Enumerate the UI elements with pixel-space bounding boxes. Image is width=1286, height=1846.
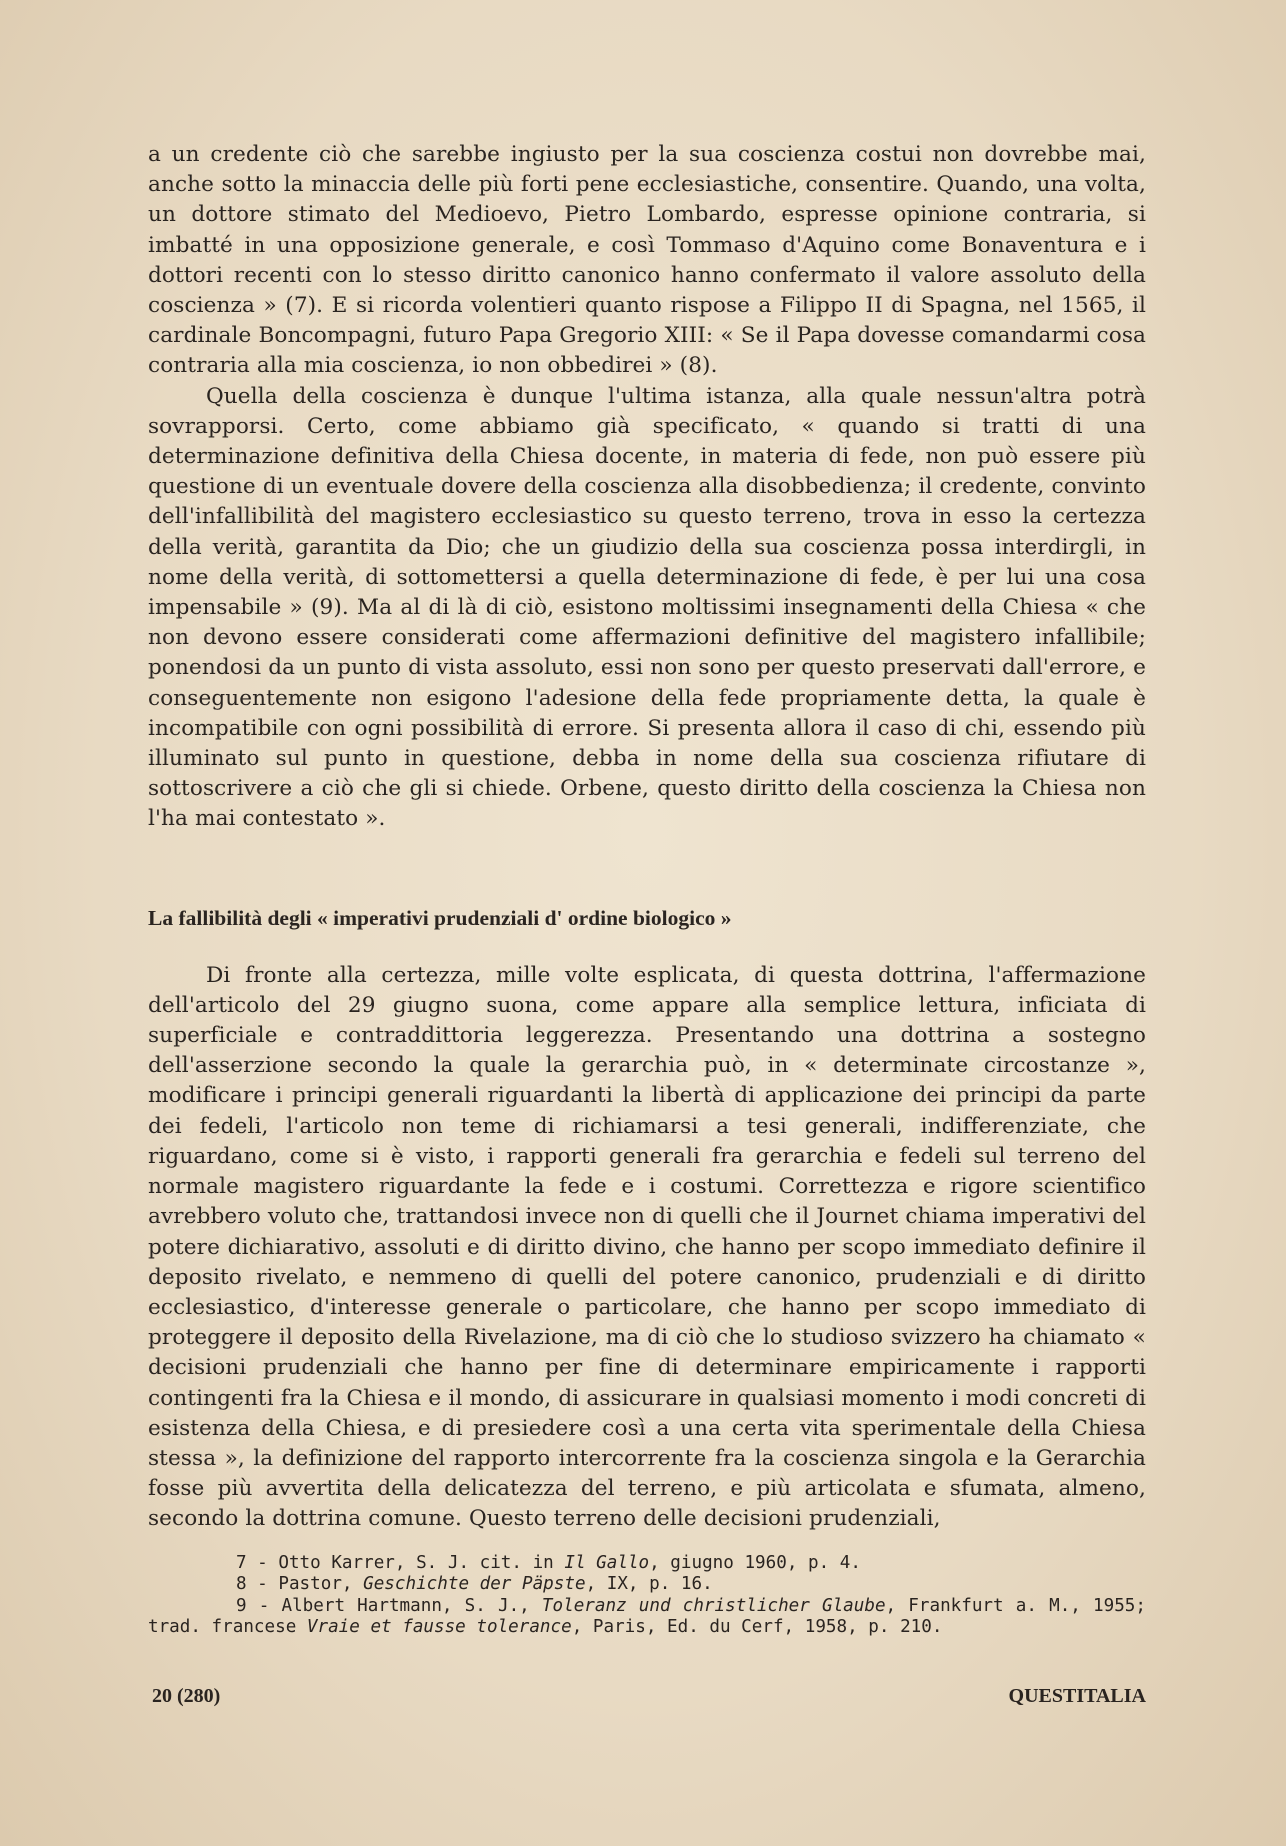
footnote-9 xyxy=(148,1596,1146,1639)
paragraph-coscienza: Quella della coscienza è dunque l'ultima istanza, alla quale nessun'altra potrà sovrapporsi. Certo, come abbiamo già specificato, « quando si tratti di una determinazione definitiva della Chiesa docente, in materia di fede, non può essere più questione di un eventuale dovere della coscienza alla disobbedienza; il credente, convinto dell'infallibilità del magistero ecclesiastico su questo terreno, trova in esso la certezza della verità, garantita da Dio; che un giudizio della sua coscienza possa interdirgli, in nome della verità, di sottomettersi a quella determinazione di fede, è per lui una cosa impensabile » (9). Ma al di là di ciò, esistono moltissimi insegnamenti della Chiesa « che non devono essere considerati come affermazioni definitive del magistero infallibile; ponendosi da un punto di vista assoluto, essi non sono per questo preservati dall'errore, e conseguentemente non esigono l'adesione della fede propriamente detta, la quale è incompatibile con ogni possibilità di errore. Si presenta allora il caso di chi, essendo più illuminato sul punto in questione, debba in nome della sua coscienza rifiutare di sottoscrivere a ciò che gli si chiede. Orbene, questo diritto della coscienza la Chiesa non l'ha mai contestato ». xyxy=(148,383,1146,832)
footnote-9-post: , Paris, Ed. du Cerf, 1958, p. 210. xyxy=(571,1617,943,1638)
footnote-9-mid: , Frankfurt a. M., 1955; trad. francese xyxy=(148,1595,1146,1638)
paragraph-continuation: a un credente ciò che sarebbe ingiusto per la sua coscienza costui non dovrebbe mai, anche sotto la minaccia delle più forti pene ecclesiastiche, consentire. Quando, una volta, un dottore stimato del Medioevo, Pietro Lombardo, espresse opinione contraria, si imbatté in una opposizione generale, e così Tommaso d'Aquino come Bonaventura e i dottori recenti con lo stesso diritto canonico hanno confermato il valore assoluto della coscienza » (7). E si ricorda volentieri quanto rispose a Filippo II di Spagna, nel 1565, il cardinale Boncompagni, futuro Papa Gregorio XIII: « Se il Papa dovesse comandarmi cosa contraria alla mia coscienza, io non obbedirei » (8). xyxy=(148,142,1146,379)
article-body xyxy=(148,140,1146,1639)
journal-name: QUESTITALIA xyxy=(1008,1685,1146,1707)
footnote-7-post: , giugno 1960, p. 4. xyxy=(649,1552,861,1573)
footnote-8-title: Geschichte der Päpste xyxy=(363,1574,586,1595)
footnote-9-title: Toleranz und christlicher Glaube xyxy=(541,1595,886,1616)
footnotes xyxy=(148,1553,1146,1639)
section-heading: La fallibilità degli « imperativi prudenziali d' ordine biologico » xyxy=(148,905,732,930)
paragraph-fallibilita: Di fronte alla certezza, mille volte esplicata, di questa dottrina, l'affermazione dell'articolo del 29 giugno suona, come appare alla semplice lettura, inficiata di superficiale e contraddittoria leggerezza. Presentando una dottrina a sostegno dell'asserzione secondo la quale la gerarchia può, in « determinate circostanze », modificare i principi generali riguardanti la libertà di applicazione dei principi da parte dei fedeli, l'articolo non teme di richiamarsi a tesi generali, indifferenziate, che riguardano, come si è visto, i rapporti generali fra gerarchia e fedeli sul terreno del normale magistero riguardante la fede e i costumi. Correttezza e rigore scientifico avrebbero voluto che, trattandosi invece non di quelli che il Journet chiama imperativi del potere dichiarativo, assoluti e di diritto divino, che hanno per scopo immediato definire il deposito rivelato, e nemmeno di quelli del potere canonico, prudenziali e di diritto ecclesiastico, d'interesse generale o particolare, che hanno per scopo immediato di proteggere il deposito della Rivelazione, ma di ciò che lo studioso svizzero ha chiamato « decisioni prudenziali che hanno per fine di determinare empiricamente i rapporti contingenti fra la Chiesa e il mondo, di assicurare in qualsiasi momento i modi concreti di esistenza della Chiesa, e di presiedere così a una certa vita sperimentale della Chiesa stessa », la definizione del rapporto intercorrente fra la coscienza singola e la Gerarchia fosse più avvertita della delicatezza del terreno, e più articolata e sfumata, almeno, secondo la dottrina comune. Questo terreno delle decisioni prudenziali, xyxy=(148,962,1146,1532)
page-footer xyxy=(152,1685,1146,1708)
footnote-7-pre: 7 - Otto Karrer, S. J. cit. in xyxy=(236,1552,565,1573)
footnote-8-pre: 8 - Pastor, xyxy=(236,1574,364,1595)
footnote-7 xyxy=(148,1553,1146,1575)
page-number: 20 (280) xyxy=(152,1685,221,1707)
footnote-7-title: Il Gallo xyxy=(564,1552,650,1573)
footnote-8 xyxy=(148,1574,1146,1596)
footnote-9-title-fr: Vraie et fausse tolerance xyxy=(306,1617,572,1638)
heading-spacer xyxy=(148,933,1146,961)
footnote-9-pre: 9 - Albert Hartmann, S. J., xyxy=(236,1595,542,1616)
footnote-8-post: , IX, p. 16. xyxy=(585,1574,713,1595)
